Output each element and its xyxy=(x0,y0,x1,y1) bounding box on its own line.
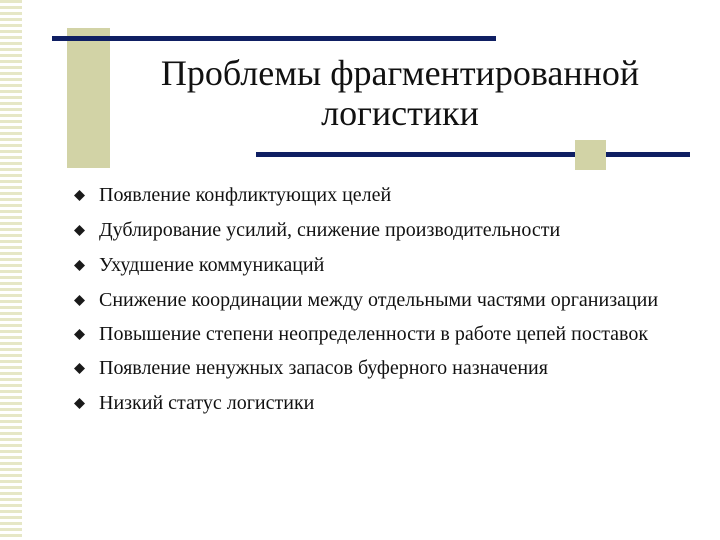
bullet-item xyxy=(74,285,694,315)
bullet-list xyxy=(74,180,694,423)
bullet-item xyxy=(74,388,694,419)
bullet-text: Дублирование усилий, снижение производительности xyxy=(99,219,561,241)
diamond-bullet-icon xyxy=(74,363,85,374)
bullet-text: Повышение степени неопределенности в работе цепей поставок xyxy=(99,323,649,345)
title-bottom-rule xyxy=(256,152,690,157)
slide-title xyxy=(110,53,690,133)
slide-title-line-1: Проблемы фрагментированной xyxy=(160,53,640,93)
title-accent-block xyxy=(67,28,110,168)
diamond-bullet-icon xyxy=(74,398,85,409)
diamond-bullet-icon xyxy=(74,295,85,306)
bullet-text: Снижение координации между отдельными частями организации xyxy=(99,289,659,311)
diamond-bullet-icon xyxy=(74,260,85,271)
bullet-item xyxy=(74,250,694,281)
title-top-rule xyxy=(52,36,496,41)
diamond-bullet-icon xyxy=(74,329,85,340)
bullet-item xyxy=(74,319,694,349)
bullet-item xyxy=(74,353,694,384)
diamond-bullet-icon xyxy=(74,225,85,236)
bullet-text: Появление конфликтующих целей xyxy=(99,184,392,206)
diamond-bullet-icon xyxy=(74,190,85,201)
bullet-item xyxy=(74,180,694,211)
striped-edge-decoration xyxy=(0,0,22,540)
bullet-text: Ухудшение коммуникаций xyxy=(99,254,325,276)
bullet-text: Низкий статус логистики xyxy=(99,392,315,414)
rule-accent-block xyxy=(575,140,606,170)
bullet-item xyxy=(74,215,694,246)
bullet-text: Появление ненужных запасов буферного назначения xyxy=(99,357,548,379)
slide-title-line-2: логистики xyxy=(321,93,479,133)
